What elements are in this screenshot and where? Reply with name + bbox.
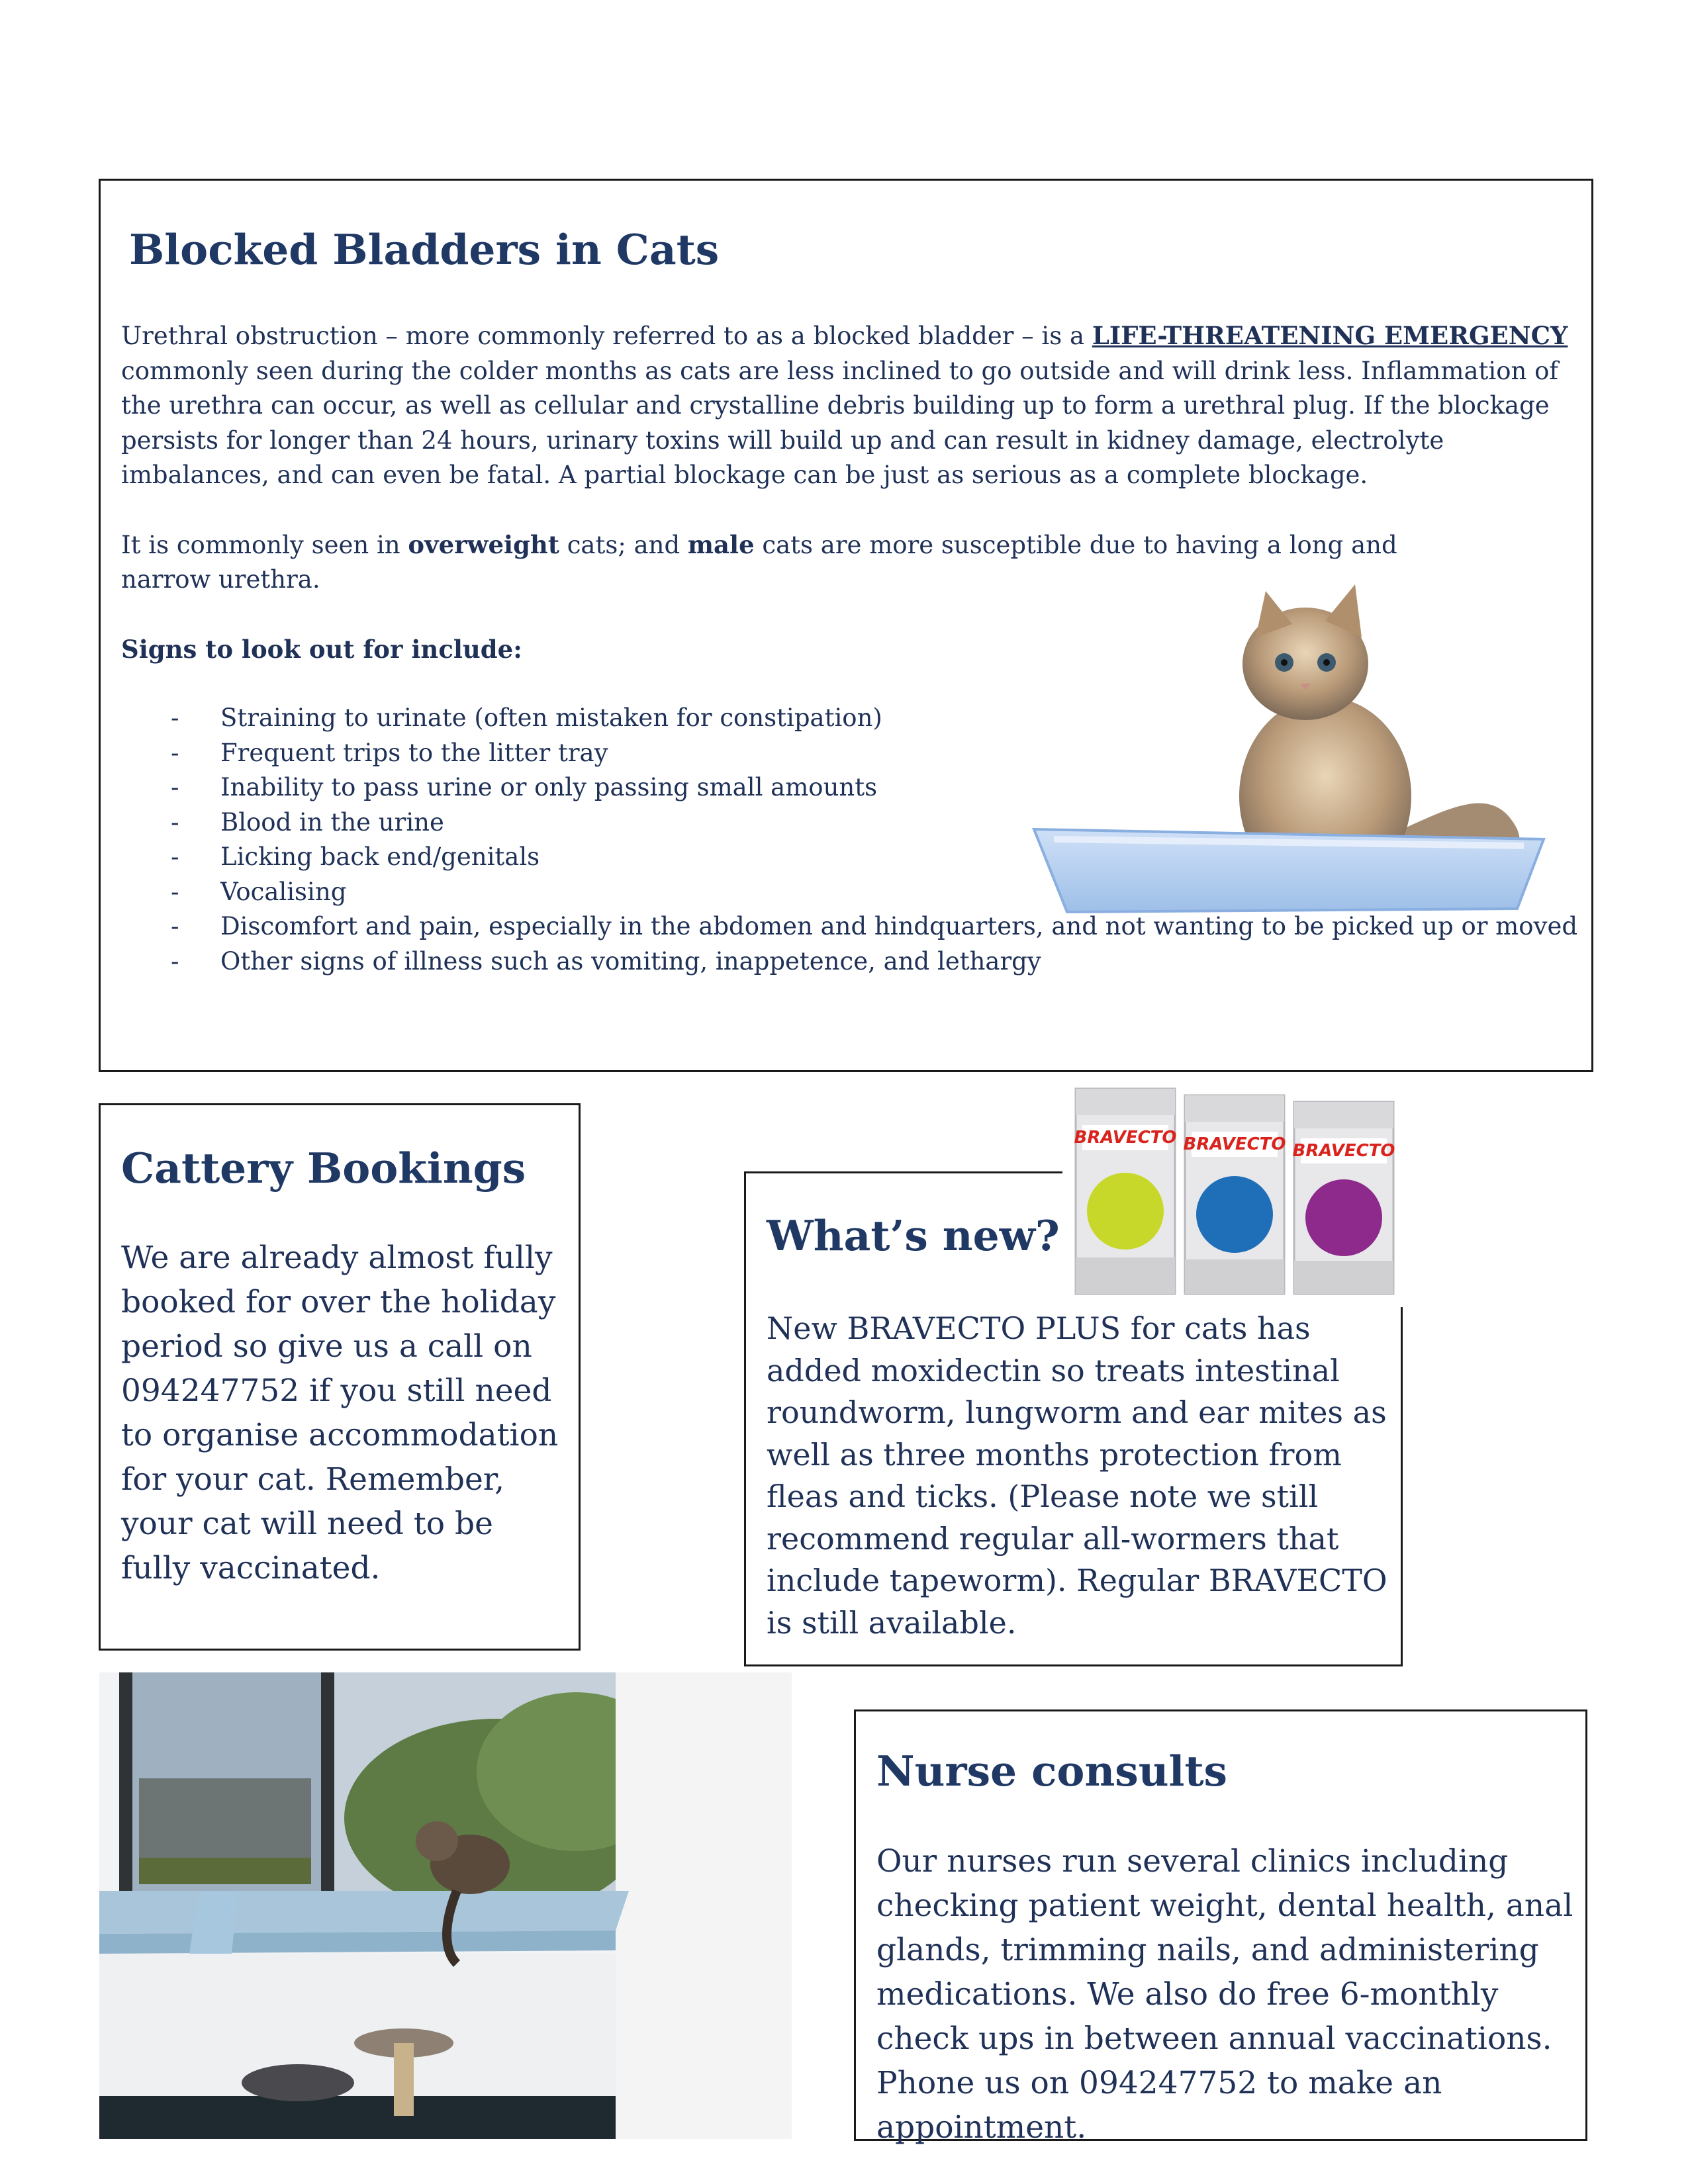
nurse-title: Nurse consults <box>876 1747 1228 1796</box>
svg-text:BRAVECTO: BRAVECTO <box>1074 1128 1177 1148</box>
svg-text:BRAVECTO: BRAVECTO <box>1183 1134 1286 1154</box>
intro-paragraph: Urethral obstruction – more commonly referred to as a blocked bladder – is a LIFE-THREATENING EMERGENCY commonly seen during the colder months as cats are less inclined to go outside and will drink less. Inflammation of the urethra can occur, as well as cellular and crystalline debris building up to form a urethral plug. If the blockage persists for longer than 24 hours, urinary toxins will build up and can result in kidney damage, electrolyte imbalances, and can even be fatal. A partial blockage can be just as serious as a complete blockage. <box>121 321 1568 489</box>
cattery-title: Cattery Bookings <box>121 1144 526 1193</box>
list-item: - Discomfort and pain, especially in the abdomen and hindquarters, and not wanting to be picked up or moved <box>171 912 1578 940</box>
list-item: - Other signs of illness such as vomiting, inappetence, and lethargy <box>171 946 1041 976</box>
list-item: - Licking back end/genitals <box>171 842 540 871</box>
nurse-consults-section <box>854 1709 1587 2146</box>
cat-litter-tray-image <box>1027 578 1583 922</box>
svg-text:BRAVECTO: BRAVECTO <box>1292 1141 1395 1161</box>
cattery-body: We are already almost fully booked for over the holiday period so give us a call on 094247752 if you still need to organise accommodation for your cat. Remember, your cat will need to be fully vaccinated. <box>121 1240 559 1586</box>
list-item: - Blood in the urine <box>171 807 444 837</box>
list-item: - Vocalising <box>171 877 347 906</box>
whats-new-title: What’s new? <box>767 1211 1060 1260</box>
nurse-body: Our nurses run several clinics including checking patient weight, dental health, anal glands, trimming nails, and administering medications. We also do free 6-monthly check ups in between annual vaccinations. Phone us on 094247752 to make an appointment. <box>876 1843 1573 2146</box>
whats-new-body: New BRAVECTO PLUS for cats has added moxidectin so treats intestinal roundworm, lungworm and ear mites as well as three months protection from fleas and ticks. (Please note we still recommend regular all-wormers that include tapeworm). Regular BRAVECTO is still available. <box>767 1310 1387 1641</box>
bravecto-product-image <box>1062 1079 1410 1307</box>
list-item: - Frequent trips to the litter tray <box>171 738 608 767</box>
list-item: - Inability to pass urine or only passing small amounts <box>171 773 878 801</box>
blocked-bladders-title: Blocked Bladders in Cats <box>129 225 720 274</box>
blocked-bladders-section <box>99 179 1593 1072</box>
list-item: - Straining to urinate (often mistaken for constipation) <box>171 704 882 732</box>
signs-heading: Signs to look out for include: <box>121 634 522 664</box>
cattery-room-photo <box>99 1672 792 2139</box>
cattery-bookings-section <box>99 1103 581 1651</box>
risk-paragraph: It is commonly seen in overweight cats; and male cats are more susceptible due to having a long and narrow urethra. <box>121 529 1397 594</box>
emergency-emphasis: LIFE-THREATENING EMERGENCY <box>1092 321 1568 350</box>
